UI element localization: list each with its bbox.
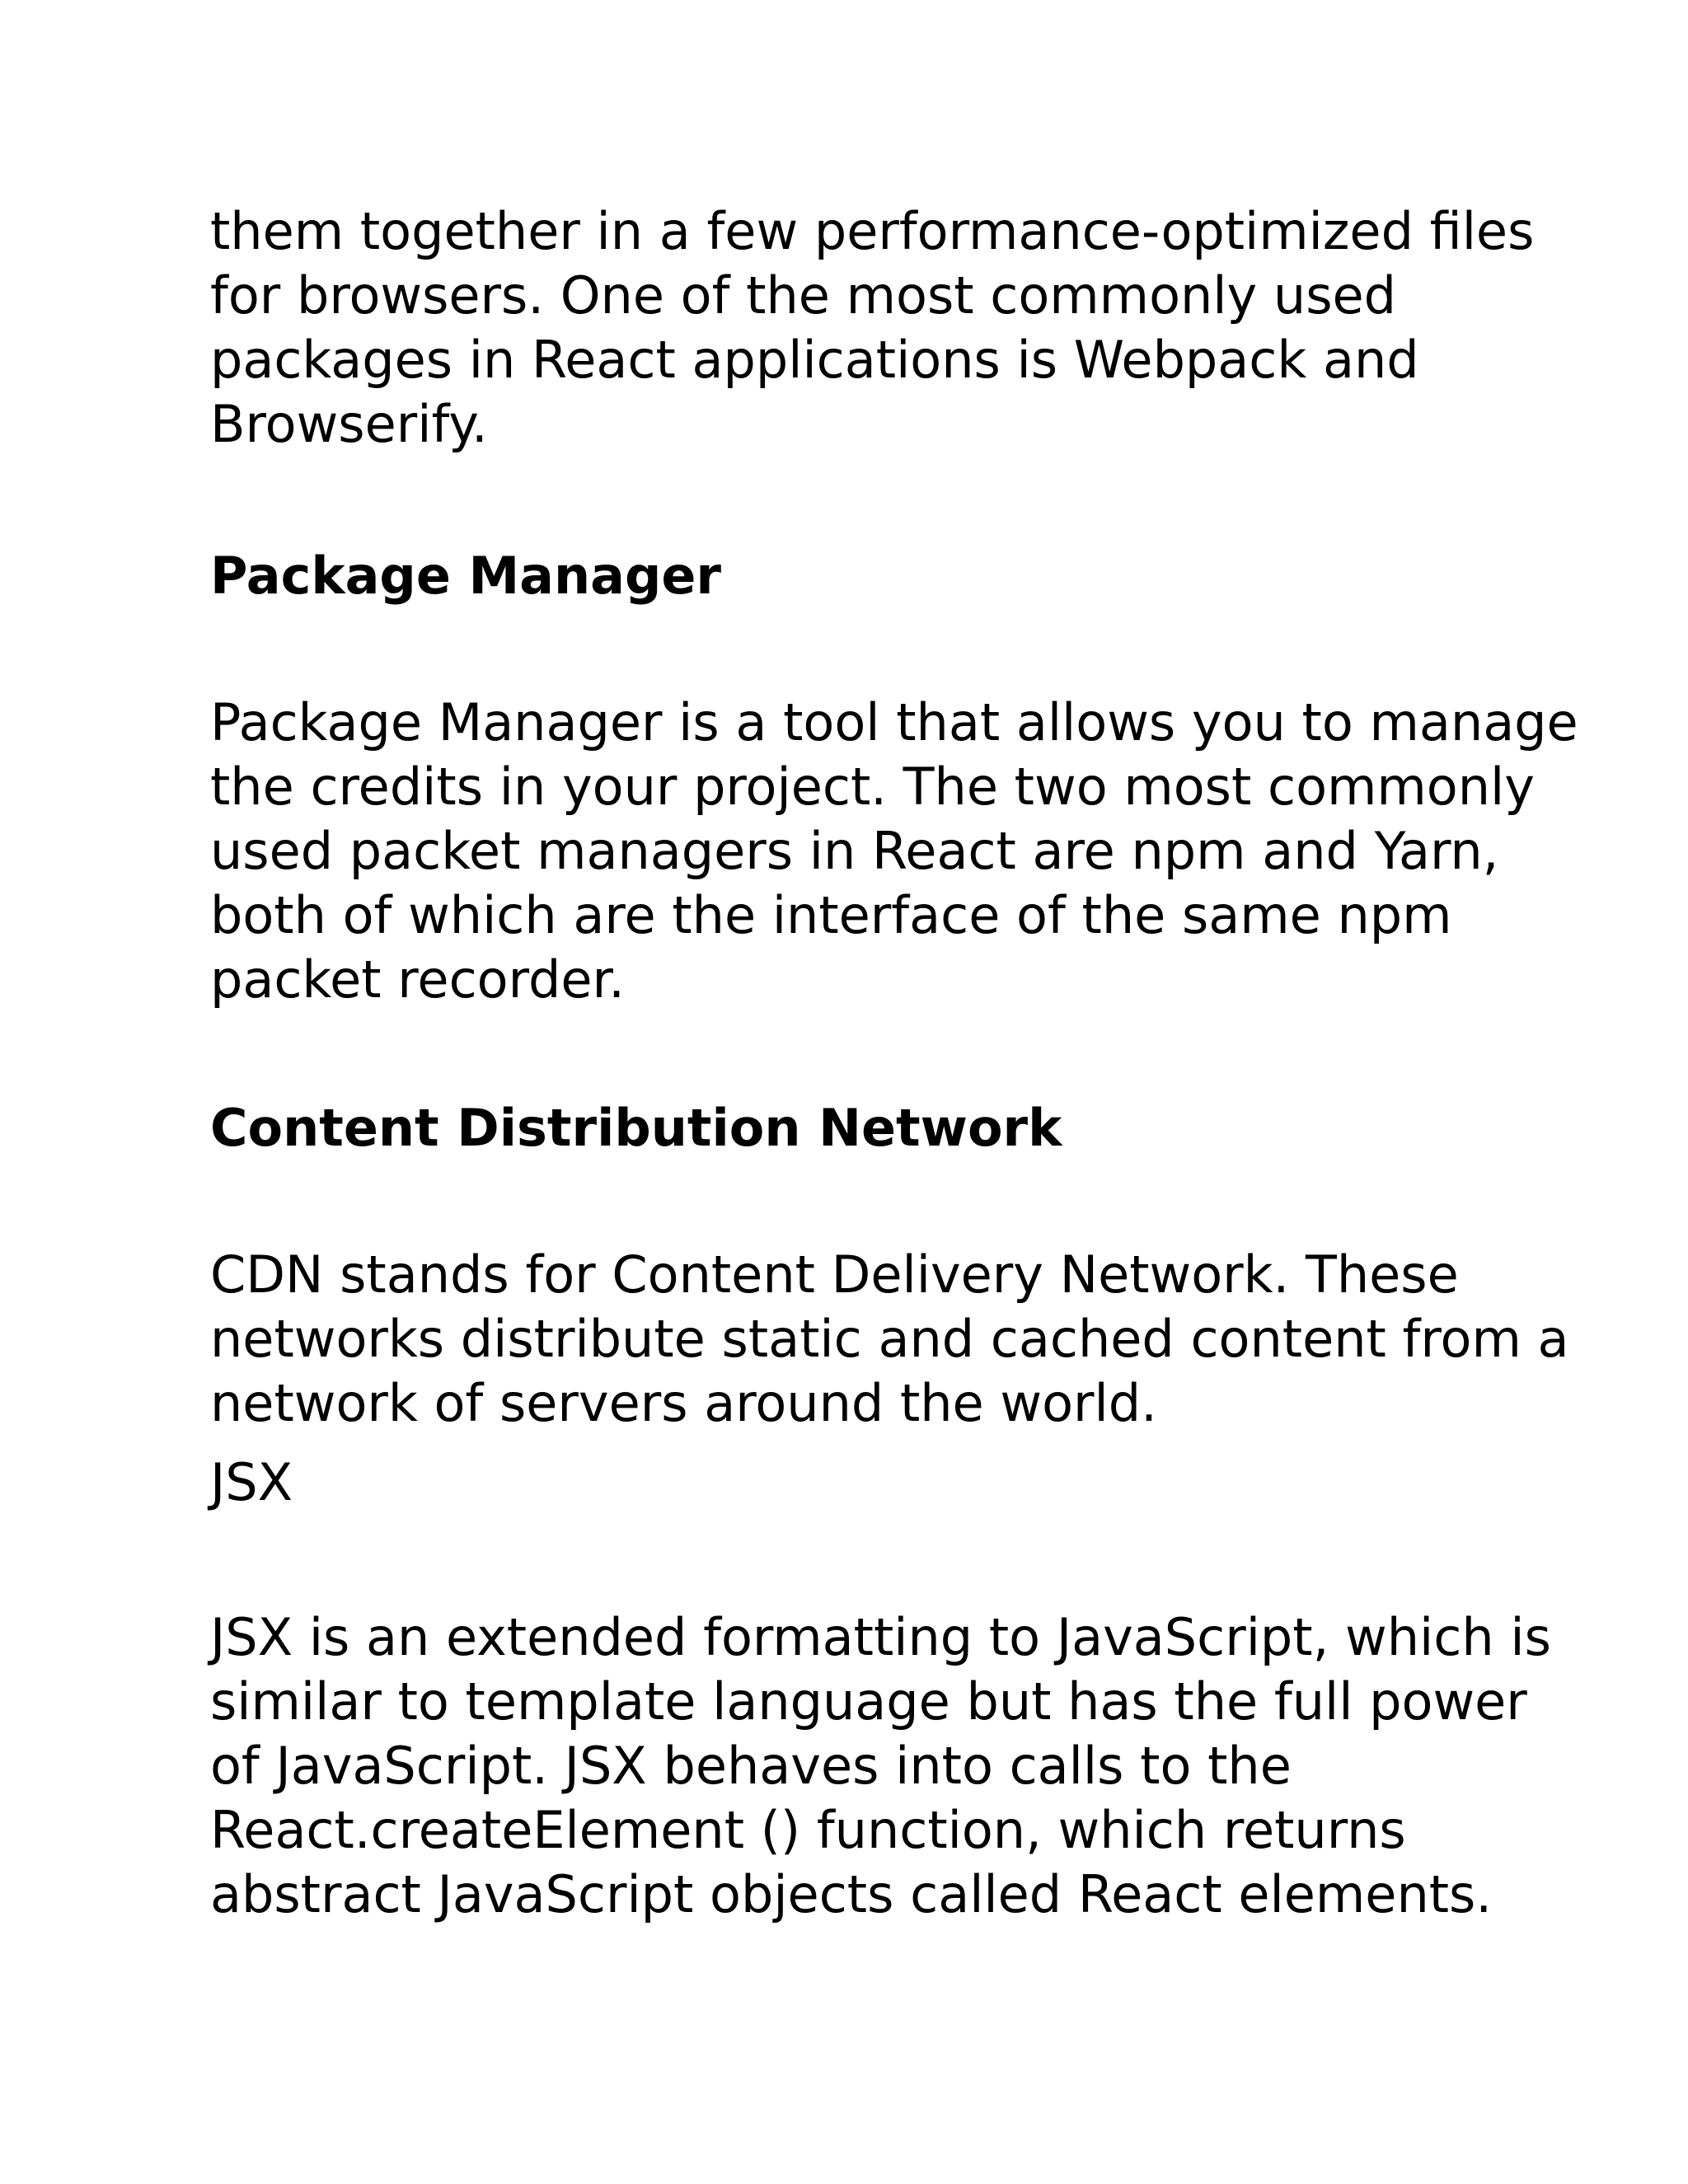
paragraph-line: packet recorder. (210, 949, 625, 1010)
paragraph-line: networks distribute static and cached content from a (210, 1309, 1569, 1369)
paragraph-line: abstract JavaScript objects called React elements. (210, 1864, 1493, 1924)
paragraph-line: CDN stands for Content Delivery Network. These (210, 1244, 1459, 1305)
paragraph-line: React.createElement () function, which returns (210, 1800, 1406, 1860)
paragraph-line: the credits in your project. The two most commonly (210, 757, 1535, 817)
paragraph-line: packages in React applications is Webpack and (210, 330, 1419, 390)
paragraph-line: network of servers around the world. (210, 1373, 1157, 1433)
paragraph-line: for browsers. One of the most commonly used (210, 265, 1397, 326)
paragraph-line: Browserify. (210, 394, 488, 454)
paragraph-line: Package Manager is a tool that allows you to manage (210, 692, 1578, 752)
paragraph-line: both of which are the interface of the same npm (210, 885, 1452, 945)
paragraph-line: JSX is an extended formatting to JavaScript, which is (210, 1607, 1551, 1667)
package-manager-paragraph (210, 691, 1578, 1012)
jsx-paragraph (210, 1605, 1551, 1927)
paragraph-line: of JavaScript. JSX behaves into calls to the (210, 1736, 1292, 1796)
package-manager-heading: Package Manager (210, 546, 721, 606)
content-distribution-network-paragraph (210, 1243, 1569, 1436)
content-distribution-network-heading: Content Distribution Network (210, 1098, 1062, 1158)
jsx-heading: JSX (210, 1452, 293, 1512)
paragraph-line: them together in a few performance-optimized files (210, 201, 1535, 261)
paragraph-line: used packet managers in React are npm and Yarn, (210, 821, 1499, 881)
paragraph-line: similar to template language but has the full power (210, 1671, 1527, 1732)
intro-paragraph (210, 199, 1535, 457)
